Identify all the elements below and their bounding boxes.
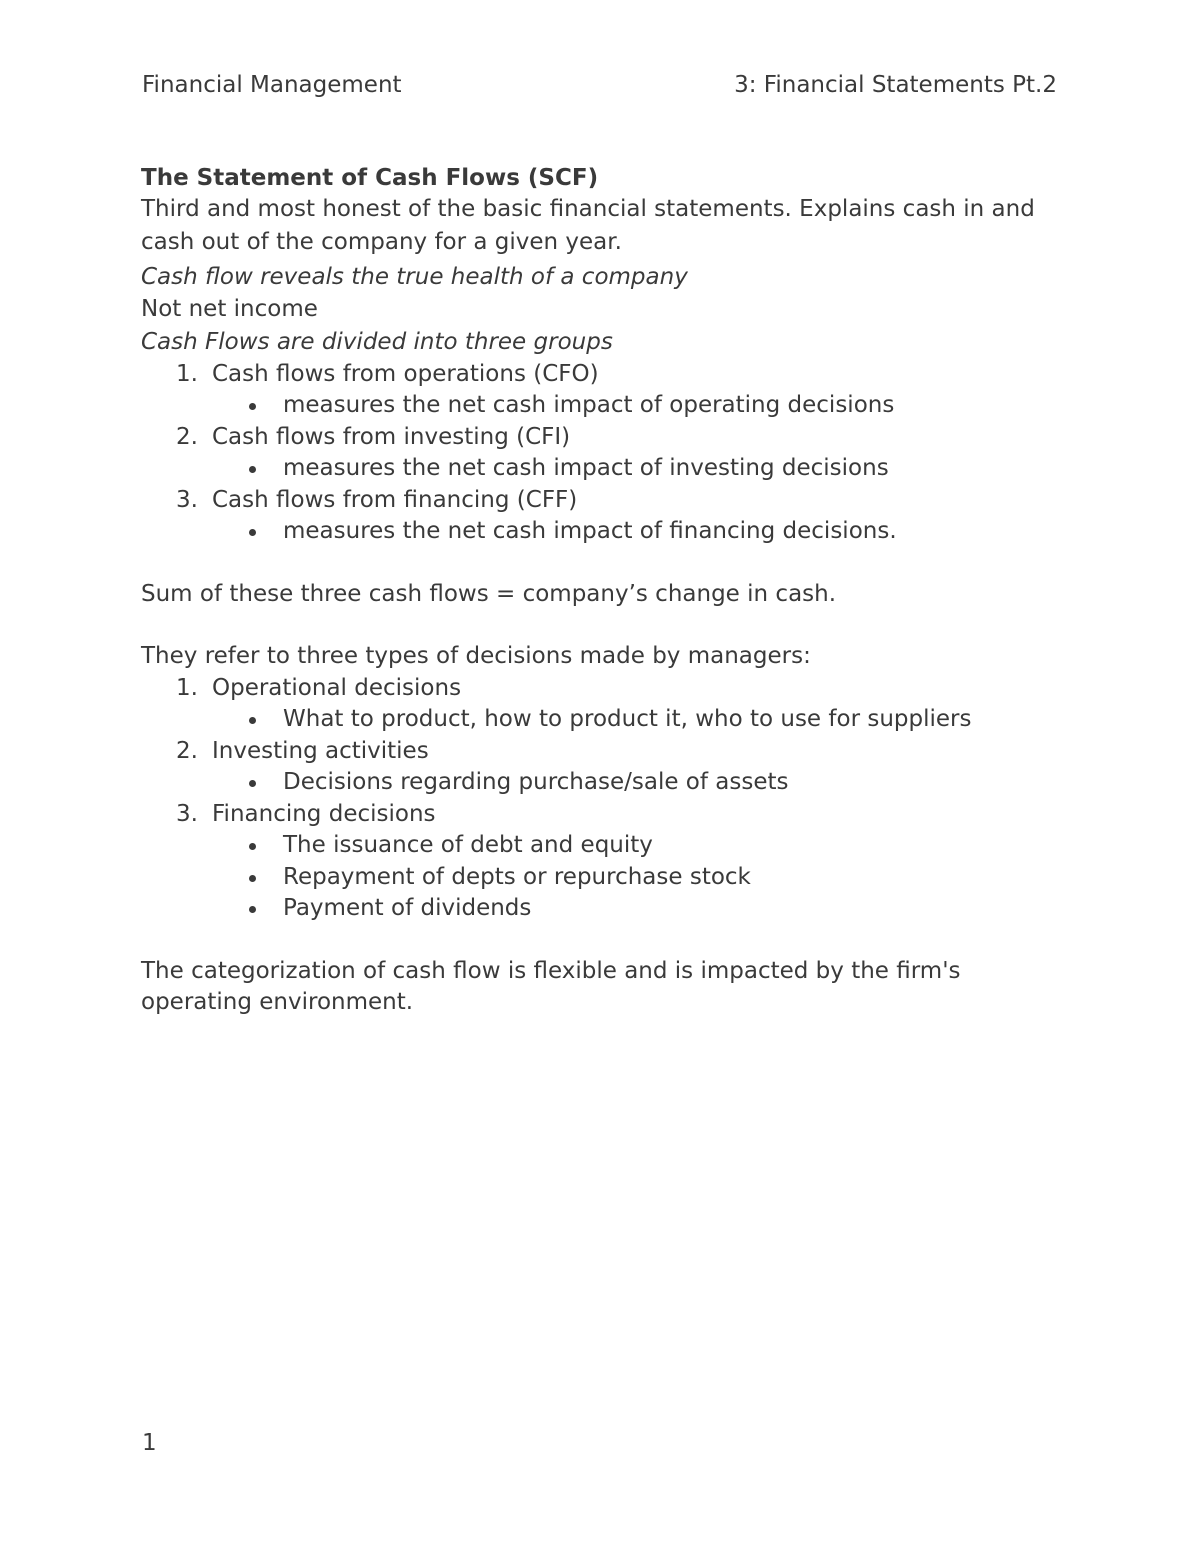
closing-paragraph: The categorization of cash flow is flexible and is impacted by the firm's operating environment. [141,957,961,1015]
list-number: 2. [176,737,198,764]
blank-line [141,548,1066,579]
decisions-intro: They refer to three types of decisions made by managers: [141,643,811,669]
bullet-text: What to product, how to product it, who to use for suppliers [283,706,972,732]
not-net-income-line: Not net income [141,296,318,322]
list-item-label: Financing decisions [212,800,436,827]
bullet-item [141,830,1066,862]
header-course-title: Financial Management [142,72,402,98]
intro-paragraph: Third and most honest of the basic financial statements. Explains cash in and cash out of the company for a given year. [141,196,1035,255]
bullet-icon [249,906,256,913]
bullet-text: Repayment of depts or repurchase stock [283,863,751,890]
header-chapter-title: 3: Financial Statements Pt.2 [734,72,1057,98]
page-number: 1 [142,1430,157,1456]
bullet-item [141,767,1066,799]
list-item [141,359,1066,391]
bullet-text: The issuance of debt and equity [283,832,653,858]
bullet-icon [249,780,256,787]
bullet-text: Payment of dividends [283,895,532,921]
list-number: 1. [176,360,198,387]
list-item-label: Cash flows from investing (CFI) [212,423,571,450]
blank-line [141,610,1066,641]
sum-statement: Sum of these three cash flows = company’s change in cash. [141,580,837,607]
list-item-label: Operational decisions [212,674,462,701]
bullet-icon [249,875,256,882]
bullet-item [141,516,1066,548]
section-title: The Statement of Cash Flows (SCF) [141,165,599,191]
bullet-icon [249,466,256,473]
list-item [141,422,1066,454]
list-item-label: Investing activities [212,737,429,764]
bullet-item [141,862,1066,894]
bullet-icon [249,843,256,850]
list-number: 2. [176,423,198,450]
cash-flow-groups-list [141,359,1066,548]
document-body [141,163,1066,1019]
list-item-label: Cash flows from operations (CFO) [212,360,599,387]
bullet-icon [249,403,256,410]
bullet-icon [249,529,256,536]
bullet-item [141,704,1066,736]
list-item [141,673,1066,705]
emphasis-cash-flow-health: Cash flow reveals the true health of a company [141,264,688,290]
list-number: 3. [176,486,198,513]
list-number: 1. [176,674,198,701]
list-item [141,485,1066,517]
list-number: 3. [176,800,198,827]
bullet-text: measures the net cash impact of investing decisions [283,455,889,481]
bullet-text: Decisions regarding purchase/sale of assets [283,769,789,795]
decision-types-list [141,673,1066,925]
list-item [141,799,1066,831]
list-item [141,736,1066,768]
bullet-item [141,453,1066,485]
bullet-text: measures the net cash impact of operating decisions [283,392,895,418]
emphasis-three-groups: Cash Flows are divided into three groups [141,328,613,355]
bullet-item [141,893,1066,925]
list-item-label: Cash flows from financing (CFF) [212,486,578,513]
bullet-text: measures the net cash impact of financing decisions. [283,518,897,544]
bullet-item [141,390,1066,422]
bullet-icon [249,717,256,724]
blank-line [141,925,1066,956]
